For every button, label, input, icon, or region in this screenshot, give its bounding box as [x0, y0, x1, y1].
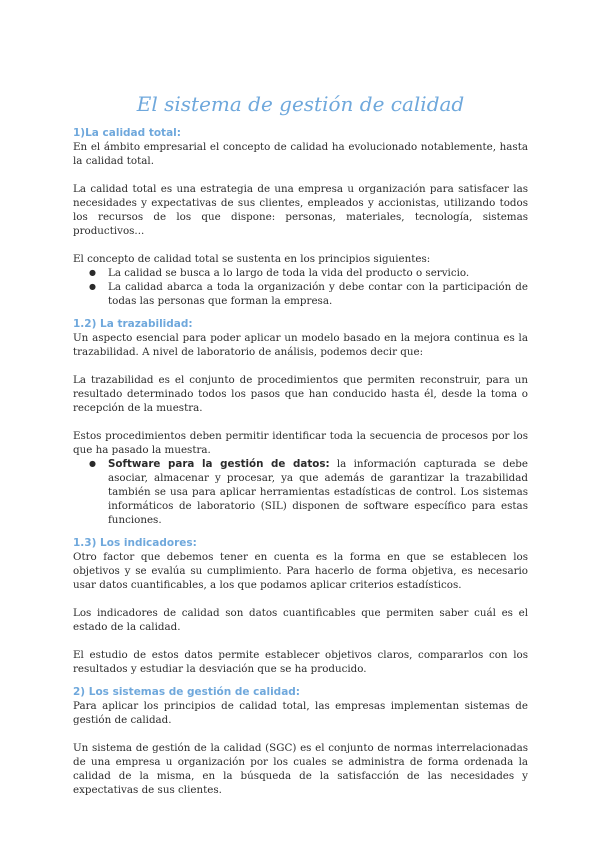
bullet-list [73, 457, 528, 527]
section-heading: 1.3) Los indicadores: [73, 537, 197, 549]
page-title: El sistema de gestión de calidad [136, 92, 465, 116]
paragraph: La calidad total es una estrategia de una empresa u organización para satisfacer las necesidades y expectativas de sus clientes, empleados y accionistas, utilizando todos los recursos de los que dispone: personas, materiales, tecnología, sistemas productivos... [73, 183, 528, 237]
section-heading: 2) Los sistemas de gestión de calidad: [73, 686, 301, 698]
bullet-bold-label: Software para la gestión de datos: [108, 458, 330, 470]
paragraph: Para aplicar los principios de calidad total, las empresas implementan sistemas de gestión de calidad. [73, 700, 528, 726]
paragraph: Estos procedimientos deben permitir identificar toda la secuencia de procesos por los que ha pasado la muestra. [73, 430, 528, 456]
paragraph: Un aspecto esencial para poder aplicar un modelo basado en la mejora continua es la trazabilidad. A nivel de laboratorio de análisis, podemos decir que: [73, 332, 528, 358]
paragraph: En el ámbito empresarial el concepto de calidad ha evolucionado notablemente, hasta la calidad total. [73, 141, 528, 167]
section-trazabilidad [73, 317, 528, 527]
bullet-text: la información capturada se debe asociar, almacenar y procesar, ya que además de garantizar la trazabilidad también se usa para aplicar herramientas estadísticas de control. Los sistemas informáticos de laboratorio (SIL) disponen de software específico para estas funciones. [108, 458, 528, 526]
paragraph: El estudio de estos datos permite establecer objetivos claros, compararlos con los resultados y estudiar la desviación que se ha producido. [73, 649, 528, 675]
section-sistemas-gestion [73, 685, 528, 797]
section-heading: 1)La calidad total: [73, 127, 181, 139]
bullet-item [108, 457, 528, 527]
paragraph: Otro factor que debemos tener en cuenta es la forma en que se establecen los objetivos y se evalúa su cumplimiento. Para hacerlo de forma objetiva, es necesario usar datos cuantificables, a los que podamos aplicar criterios estadísticos. [73, 551, 528, 591]
paragraph: Los indicadores de calidad son datos cuantificables que permiten saber cuál es el estado de la calidad. [73, 607, 528, 633]
bullet-item: ● La calidad se busca a lo largo de toda la vida del producto o servicio. [108, 266, 528, 280]
paragraph: Un sistema de gestión de la calidad (SGC) es el conjunto de normas interrelacionadas de una empresa u organización por los cuales se administra de forma ordenada la calidad de la misma, en la búsqueda de la satisfacción de las necesidades y expectativas de sus clientes. [73, 742, 528, 796]
paragraph: El concepto de calidad total se sustenta en los principios siguientes: [73, 253, 431, 265]
section-indicadores [73, 536, 528, 676]
paragraph: La trazabilidad es el conjunto de procedimientos que permiten reconstruir, para un resultado determinado todos los pasos que han conducido hasta él, desde la toma o recepción de la muestra. [73, 374, 528, 414]
section-heading: 1.2) La trazabilidad: [73, 318, 193, 330]
bullet-item: ● La calidad abarca a toda la organización y debe contar con la participación de todas las personas que forman la empresa. [108, 280, 528, 308]
bullet-list [73, 266, 528, 308]
section-calidad-total [73, 126, 528, 308]
